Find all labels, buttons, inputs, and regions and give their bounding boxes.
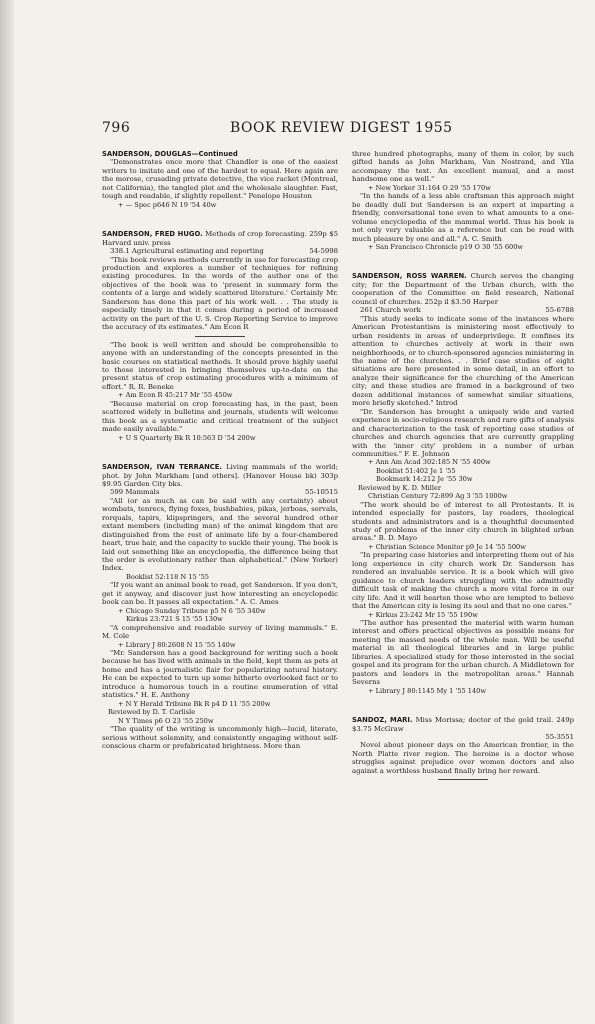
review-quote: "The quality of the writing is uncommonly high—lucid, literate, serious without solemnity, and consistently engaging without self-conscious charm or prefabricated brightness. More than bbox=[102, 725, 338, 750]
review-quote: "A comprehensive and readable survey of living mammals." E. M. Cole bbox=[102, 623, 338, 641]
left-column bbox=[102, 150, 338, 1000]
book-title: Miss Morissa; doctor of the gold trail. 249p $3.75 McGraw bbox=[352, 716, 574, 733]
review-quote: "All (or as much as can be said with any certainty) about wombats, tenrecs, flying foxes, bushbabies, pikas, jerboas, servals, rorquals, tapirs, klipspringers, and the several hundred other extant members (including man) of the animal kingdom that are distinguished from the rest of animate life by a four-chambered heart, true hair, and the capacity to suckle their young. The book is laid out something like an encyclopedia, the difference being that the order is evolutionary rather than alphabetical." (New Yorker) Index. bbox=[102, 496, 338, 573]
review-source: Christian Century 72:899 Ag 3 '55 1000w bbox=[368, 492, 508, 501]
review-source: Bookmark 14:212 Je '55 30w bbox=[376, 475, 473, 484]
classification: 599 Mammals 55-10515 bbox=[110, 488, 338, 497]
review-quote: "Dr. Sanderson has brought a uniquely wide and varied experience in socio-religious research and rare gifts of analysis and characterization to the task of reporting case studies of churches and church agencies that are currently grappling with the 'inner city' problem in a number of urban communities." F. E. Johnson bbox=[352, 407, 574, 458]
review-source: + San Francisco Chronicle p19 O 30 '55 600w bbox=[368, 242, 524, 251]
review-source: Kirkus 23:721 S 15 '55 130w bbox=[126, 615, 223, 624]
right-column bbox=[352, 150, 574, 1000]
page-header bbox=[98, 118, 572, 140]
review-quote: "In preparing case histories and interpreting them out of his long experience in city church work Dr. Sanderson has rendered an invaluable service. It is a book which will give guidance to church leaders struggling with the admittedly difficult task of making the church a more vital force in our city life. And it will hearten those who are tempted to believe that the American city is losing its soul and that no one cares." bbox=[352, 551, 574, 611]
review-quote: "This book reviews methods currently in use for forecasting crop production and explores a number of techniques for refining existing procedures. In the words of the author one of the objectives of the book was to 'present in summary form the contents of a large and widely scattered literature.' Certainly Mr. Sanderson has done this part of his work well. . . The study is especially timely in that it comes during a period of increased activity on the part of the U. S. Crop Reporting Service to improve the accuracy of its estimates." Am Econ R bbox=[102, 255, 338, 332]
author-name: SANDERSON, ROSS WARREN. bbox=[352, 272, 467, 281]
divider bbox=[195, 336, 245, 337]
classification: 55-3551 bbox=[545, 733, 574, 741]
review-quote: "Because material on crop forecasting has, in the past, been scattered widely in bulletins and journals, students will welcome this book as a systematic and critical treatment of the subject made easily available." bbox=[102, 399, 338, 434]
classification: 338.1 Agricultural estimating and reporting 54-5998 bbox=[110, 247, 338, 256]
author-name: SANDERSON, IVAN TERRANCE. bbox=[102, 463, 223, 472]
page bbox=[98, 118, 578, 1008]
review-source: + Ann Am Acad 302:185 N '55 400w bbox=[368, 458, 491, 467]
running-title: BOOK REVIEW DIGEST 1955 bbox=[230, 120, 453, 136]
review-source: N Y Times p6 O 23 '55 250w bbox=[118, 716, 214, 725]
review-source: + Chicago Sunday Tribune p5 N 6 '55 340w bbox=[118, 606, 266, 615]
classification: 261 Church work 55-6788 bbox=[360, 306, 574, 315]
page-number: 796 bbox=[102, 120, 131, 136]
review-quote: "If you want an animal book to read, get Sanderson. If you don't, get it anyway, and discover just how interesting an encyclopedic book can be. It passes all expectation." A. C. Ames bbox=[102, 581, 338, 607]
entry-sandoz bbox=[352, 716, 574, 780]
review-quote: "The work should be of interest to all Protestants. It is intended especially for pastors, lay readers, theological students and administrators and is a thoughtful documented study of problems of the inner city church in blighted urban areas." B. D. Mayo bbox=[352, 500, 574, 543]
review-source: + — Spec p646 N 19 '54 40w bbox=[118, 200, 217, 209]
review-quote: three hundred photographs, many of them in color, by such gifted hands as John Markham, Van Nostrand, and Ylla accompany the text. An excellent manual, and a most handsome one as well." bbox=[352, 150, 574, 184]
review-quote: "This study seeks to indicate some of the instances where American Protestantism is ministering most effectively to urban residents in areas of underprivilege. It confines its attention to churches actively at work in their own neighborhoods, or to church-sponsored agencies ministering in the name of the churches. . . Brief case studies of eight situations are here presented in some detail, in an effort to analyze their significance for the churching of the American city; and these studies are framed in a background of two dozen additional instances of somewhat similar situations, more briefly sketched." Introd bbox=[352, 314, 574, 408]
reviewer: Reviewed by D. T. Carlisle bbox=[108, 708, 196, 717]
entry-sanderson-fred bbox=[102, 230, 338, 442]
book-spine-shadow bbox=[0, 0, 14, 1024]
entry-sanderson-douglas bbox=[102, 150, 338, 209]
review-quote: "Mr. Sanderson has a good background for writing such a book because he has lived with animals in the field, kept them as pets at home and has a journalistic flair for popularizing natural history. He can be expected to turn up some hitherto overlooked fact or to introduce a humorous touch in a routine enumeration of vital statistics." H. E. Anthony bbox=[102, 649, 338, 700]
entry-sanderson-ivan-continued bbox=[352, 150, 574, 251]
entry-head: SANDERSON, DOUGLAS—Continued bbox=[102, 150, 238, 158]
review-source: + New Yorker 31:164 O 29 '55 170w bbox=[368, 183, 491, 192]
author-name: SANDOZ, MARI. bbox=[352, 716, 413, 725]
review-quote: "Demonstrates once more that Chandler is one of the easiest writers to imitate and one of the hardest to equal. Here again are the morose, crusading private detective, the vice racket (Montreal, not California), the tangled plot and the wholesale slaughter. Fast, tough and readable, if slightly repellent." Penelope Houston bbox=[102, 158, 338, 201]
book-title: Methods of crop forecasting. 259p $5 Harvard univ. press bbox=[102, 230, 338, 247]
review-source: + N Y Herald Tribune Bk R p4 D 11 '55 200w bbox=[118, 699, 271, 708]
review-source: + Kirkus 23:242 Mr 15 '55 190w bbox=[368, 610, 478, 619]
review-quote: "The book is well written and should be comprehensible to anyone with an understanding of the concepts presented in the basic courses on statistical methods. It should prove highly useful to those interested in bringing themselves up-to-date on the present status of crop estimating procedures with a minimum of effort." R. R. Beneke bbox=[102, 340, 338, 391]
review-source: Booklist 52:118 N 15 '55 bbox=[126, 572, 209, 581]
entry-sanderson-ivan bbox=[102, 463, 338, 750]
review-quote: Novel about pioneer days on the American frontier, in the North Platte river region. The heroine is a doctor whose struggles against prejudice over women doctors and also against a worthless husband finally bring her reward. bbox=[352, 741, 574, 775]
review-source: + Christian Science Monitor p9 Je 14 '55 500w bbox=[368, 542, 526, 551]
review-source: Booklist 51:402 Je 1 '55 bbox=[376, 466, 456, 475]
book-title: Living mammals of the world; phot. by John Markham [and others]. (Hanover House bk) 303p $9.95 Garden City bks. bbox=[102, 463, 338, 488]
divider bbox=[438, 779, 488, 780]
review-source: + U S Quarterly Bk R 10:563 D '54 200w bbox=[118, 433, 256, 442]
author-name: SANDERSON, FRED HUGO. bbox=[102, 230, 203, 239]
review-quote: "The author has presented the material with warm human interest and offers practical objectives as possible means for meeting the massed needs of the whole man. Will be useful material in all theological libraries and in large public libraries. A specialized study for those interested in the social gospel and its program for the urban church. A Middletown for pastors and leaders in the metropolitan areas." Hannah Severns bbox=[352, 619, 574, 687]
review-source: + Am Econ R 45:217 Mr '55 450w bbox=[118, 391, 233, 400]
entry-sanderson-ross bbox=[352, 272, 574, 695]
review-source: + Library J 80:2608 N 15 '55 140w bbox=[118, 640, 236, 649]
review-quote: "In the hands of a less able craftsman this approach might be deadly dull but Sanderson is an expert at imparting a friendly, conversational tone even to what amounts to a one-volume encyclopedia of the mammal world. Thus his book is not only very valuable as a reference but can be read with much pleasure by one and all." A. C. Smith bbox=[352, 192, 574, 243]
review-source: + Library J 80:1145 My 1 '55 140w bbox=[368, 686, 487, 695]
reviewer: Reviewed by K. D. Miller bbox=[358, 483, 442, 492]
book-title: Church serves the changing city; for the Department of the Urban church, with the cooperation of the Committee on field research, National council of churches. 252p il $3.50 Harper bbox=[352, 272, 574, 306]
